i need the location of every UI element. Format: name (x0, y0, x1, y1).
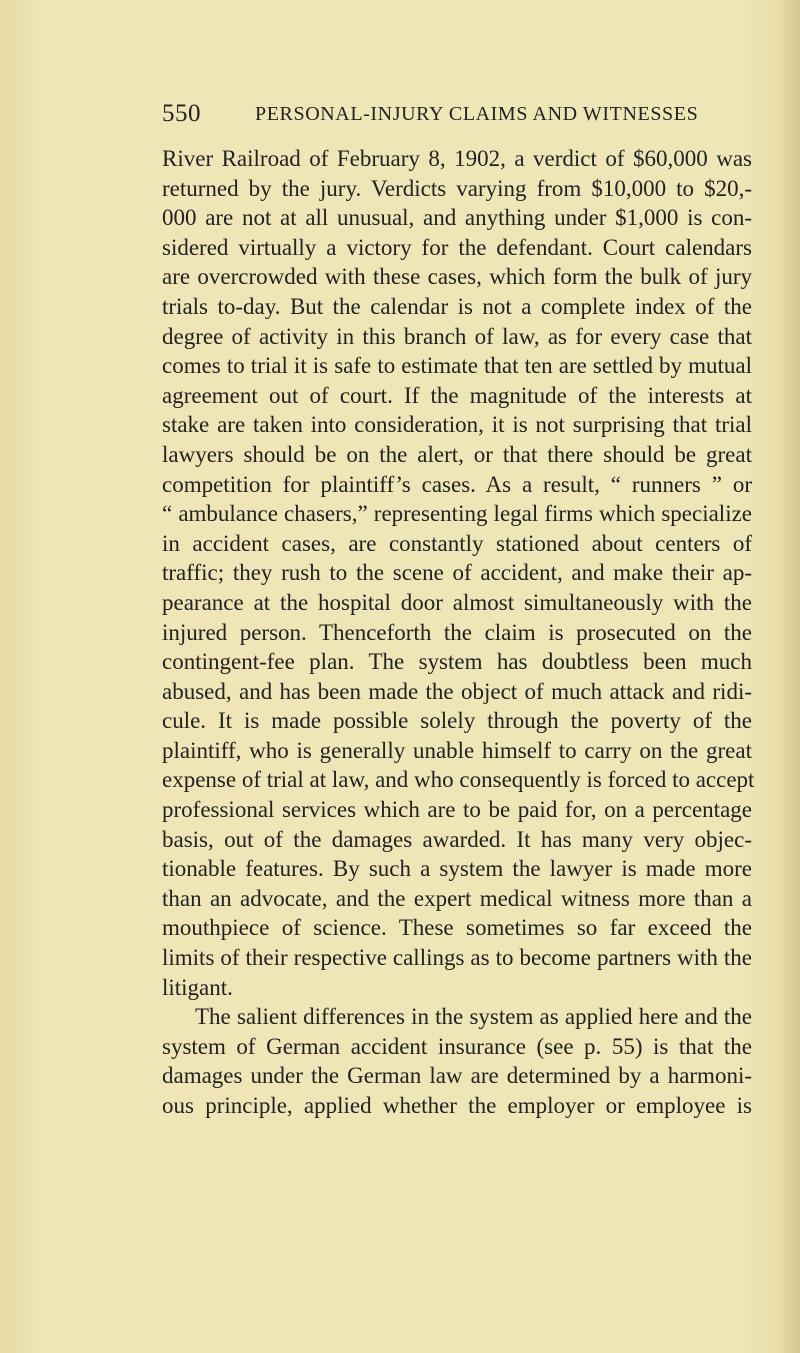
text-line: professional services which are to be paid for, on a percentage (162, 797, 752, 823)
text-line: are overcrowded with these cases, which form the bulk of jury (162, 264, 752, 290)
text-line: agreement out of court. If the magnitude of the interests at (162, 382, 752, 408)
page-header (162, 100, 699, 130)
text-line: tionable features. By such a system the lawyer is made more (162, 856, 752, 882)
text-line: litigant. (162, 974, 233, 1000)
text-line: ous principle, applied whether the employer or employee is (162, 1093, 752, 1118)
text-line: River Railroad of February 8, 1902, a verdict of $60,000 was (162, 146, 752, 171)
text-line: lawyers should be on the alert, or that there should be great (162, 441, 752, 467)
text-line: stake are taken into consideration, it is not surprising that trial (162, 412, 752, 438)
page-number: 550 (162, 100, 201, 127)
text-line: The salient differences in the system as applied here and the (195, 1004, 752, 1030)
text-line: system of German accident insurance (see p. 55) is that the (162, 1033, 752, 1059)
text-line: contingent-fee plan. The system has doubtless been much (162, 649, 752, 675)
text-line: sidered virtually a victory for the defendant. Court calendars (162, 234, 752, 260)
text-line: in accident cases, are constantly stationed about centers of (162, 530, 752, 556)
text-line: competition for plaintiff’s cases. As a result, “ runners ” or (162, 471, 752, 497)
text-line: degree of activity in this branch of law, as for every case that (162, 323, 752, 349)
body-text (162, 144, 755, 1121)
text-line: plaintiff, who is generally unable himself to carry on the great (162, 737, 752, 763)
text-line: abused, and has been made the object of much attack and ridi- (162, 678, 752, 704)
text-line: limits of their respective callings as to become partners with the (162, 945, 752, 971)
text-line: than an advocate, and the expert medical witness more than a (162, 885, 752, 911)
text-line: 000 are not at all unusual, and anything under $1,000 is con- (162, 205, 752, 231)
running-head: PERSONAL-INJURY CLAIMS AND WITNESSES (255, 103, 699, 125)
text-line: expense of trial at law, and who consequently is forced to accept (162, 767, 755, 793)
text-line: damages under the German law are determined by a harmoni- (162, 1063, 752, 1089)
text-line: basis, out of the damages awarded. It has many very objec- (162, 826, 752, 852)
text-line: trials to-day. But the calendar is not a complete index of the (162, 293, 752, 319)
text-line: returned by the jury. Verdicts varying from $10,000 to $20,- (162, 175, 752, 201)
text-line: cule. It is made possible solely through the poverty of the (162, 708, 752, 734)
text-line: traffic; they rush to the scene of accident, and make their ap- (162, 560, 752, 586)
text-line: “ ambulance chasers,” representing legal firms which specialize (162, 501, 752, 527)
text-line: pearance at the hospital door almost simultaneously with the (162, 589, 752, 615)
text-line: mouthpiece of science. These sometimes so far exceed the (162, 915, 752, 941)
text-line: comes to trial it is safe to estimate that ten are settled by mutual (162, 353, 752, 379)
text-line: injured person. Thenceforth the claim is prosecuted on the (162, 619, 752, 645)
